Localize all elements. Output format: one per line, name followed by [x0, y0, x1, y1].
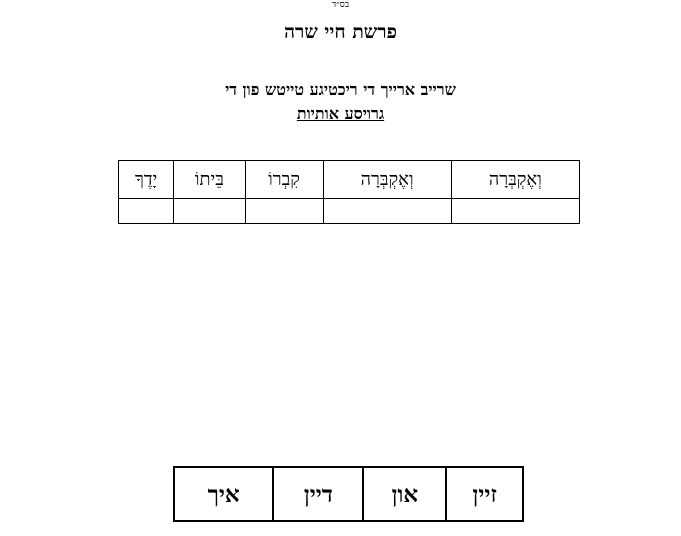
word-cell: וְאֶקְבְּרָה: [323, 161, 451, 199]
word-cell: קִבְרוֹ: [245, 161, 323, 199]
words-row: [119, 161, 580, 199]
page-title: פרשת חיי שרה: [284, 21, 397, 43]
word-bank-item: איך: [174, 467, 273, 521]
word-bank-row: [174, 467, 523, 521]
word-cell: יָדֶךָ: [119, 161, 174, 199]
answer-cell[interactable]: [119, 199, 174, 224]
word-bank-item: און: [363, 467, 446, 521]
word-cell: בֵּיתוֹ: [174, 161, 245, 199]
bsd-header: בס״ד: [331, 0, 350, 10]
answer-cell[interactable]: [323, 199, 451, 224]
words-table: [118, 160, 580, 224]
word-bank-item: זיין: [446, 467, 523, 521]
answer-cell[interactable]: [245, 199, 323, 224]
word-cell: וְאֶקְבְּרָה: [451, 161, 579, 199]
word-bank-item: דיין: [273, 467, 363, 521]
answer-cell[interactable]: [451, 199, 579, 224]
answers-row: [119, 199, 580, 224]
instruction-line-1: שרייב ארייך די ריכטיגע טייטש פון די: [225, 80, 456, 99]
answer-cell[interactable]: [174, 199, 245, 224]
instruction-line-2: גרויסע אותיות: [296, 104, 385, 123]
word-bank-table: [173, 466, 524, 522]
